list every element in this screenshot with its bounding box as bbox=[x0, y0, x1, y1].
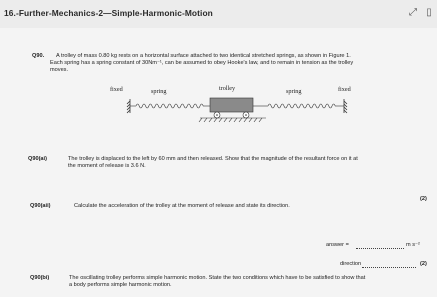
expand-arrows-icon[interactable]: ⤢ bbox=[409, 7, 417, 18]
question-text-line3: moves. bbox=[50, 67, 69, 73]
answer-label: answer = bbox=[326, 242, 349, 248]
direction-label: direction bbox=[340, 261, 362, 267]
figure-label-fixed-right: fixed bbox=[338, 86, 351, 93]
figure-1-diagram bbox=[100, 94, 370, 126]
title-bar bbox=[0, 0, 437, 28]
part-aii-label: Q90(aii) bbox=[30, 203, 51, 209]
question-text-line2: Each spring has a spring constant of 30Nm⁻¹, can be assumed to obey Hooke's law, and to remain in tension as the trolley bbox=[50, 60, 354, 66]
question-number: Q90. bbox=[32, 53, 45, 59]
figure-label-fixed-left: fixed bbox=[110, 86, 123, 93]
answer-blank-line[interactable] bbox=[356, 248, 404, 249]
part-ai-label: Q90(ai) bbox=[28, 156, 47, 162]
panel-icon[interactable]: ▯ bbox=[426, 7, 432, 18]
page-title: 16.-Further-Mechanics-2—Simple-Harmonic-Motion bbox=[4, 8, 213, 18]
part-bi-text-line2: a body performs simple harmonic motion. bbox=[69, 282, 172, 288]
left-spring bbox=[130, 104, 210, 108]
direction-blank-line[interactable] bbox=[362, 267, 416, 268]
right-wall bbox=[344, 99, 347, 113]
part-aii-text: Calculate the acceleration of the trolley at the moment of release and state its direction. bbox=[74, 203, 290, 209]
trolley-body bbox=[210, 98, 253, 112]
part-ai-text-line2: the moment of release is 3.6 N. bbox=[68, 163, 146, 169]
figure-label-trolley: trolley bbox=[219, 85, 236, 92]
floor-surface bbox=[199, 118, 266, 122]
left-wall bbox=[127, 99, 130, 113]
document-content bbox=[0, 28, 437, 297]
part-aii-marks: (2) bbox=[420, 261, 427, 267]
figure-label-spring-right: spring bbox=[286, 88, 302, 95]
part-ai-marks: (2) bbox=[420, 196, 427, 202]
right-spring bbox=[253, 104, 344, 108]
part-ai-text-line1: The trolley is displaced to the left by 60 mm and then released. Show that the magnitude of the resultant force on it at bbox=[68, 156, 358, 162]
answer-unit: m s⁻² bbox=[406, 242, 420, 248]
question-text-line1: A trolley of mass 0.80 kg rests on a horizontal surface attached to two identical stretched springs, as shown in Figure 1. bbox=[56, 53, 351, 59]
part-bi-label: Q90(bi) bbox=[30, 275, 50, 281]
part-bi-text-line1: The oscillating trolley performs simple harmonic motion. State the two conditions which have to be satisfied to show that bbox=[69, 275, 366, 281]
figure-label-spring-left: spring bbox=[151, 88, 167, 95]
